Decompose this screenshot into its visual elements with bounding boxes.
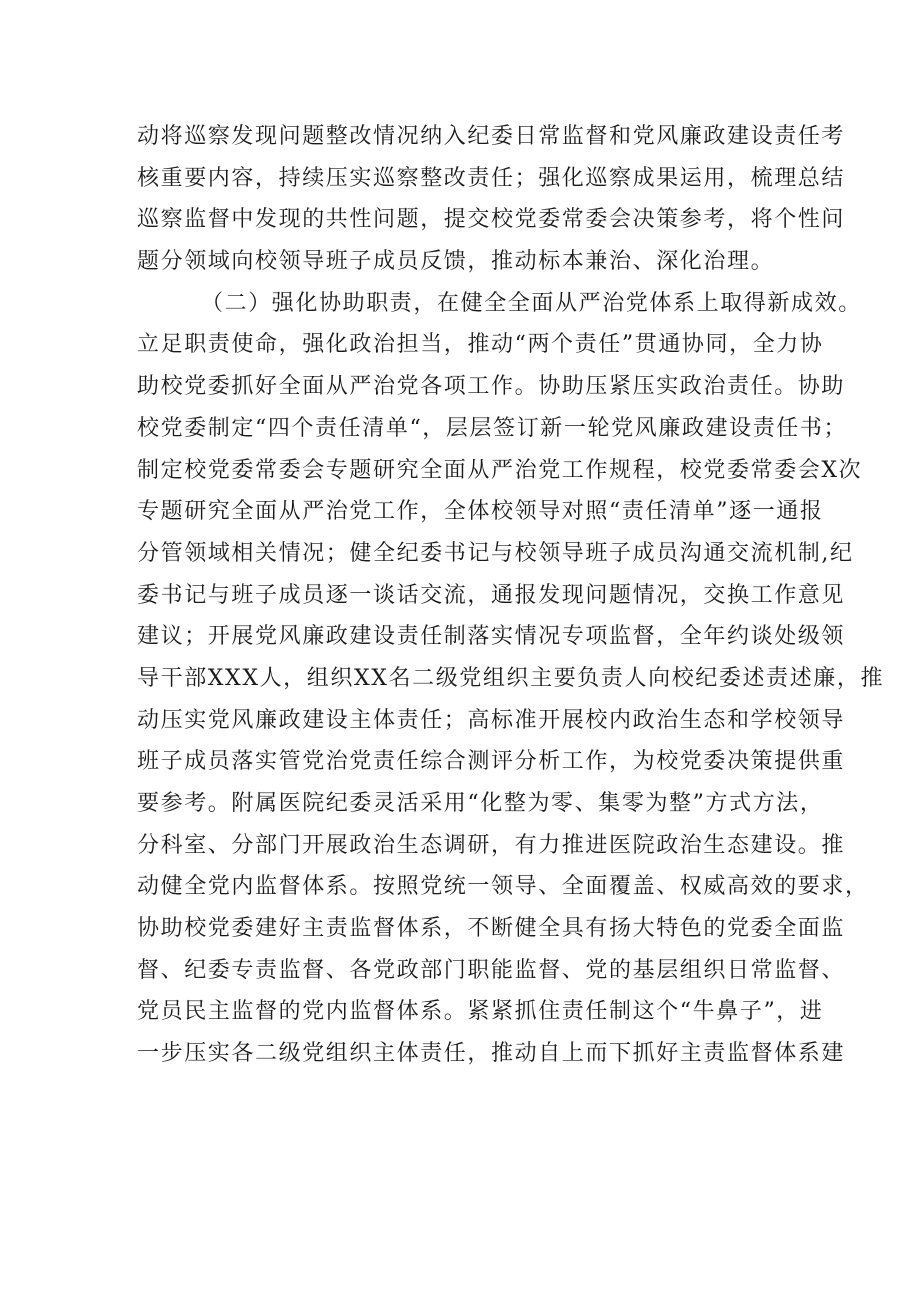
text-line: 分科室、分部门开展政治生态调研，有力推进医院政治生态建设。推 <box>137 832 846 858</box>
text-line: 协助校党委建好主责监督体系，不断健全具有扬大特色的党委全面监 <box>137 916 846 942</box>
text-line: 动健全党内监督体系。按照党统一领导、全面覆盖、权威高效的要求， <box>137 874 869 900</box>
section-heading-line: （二）强化协助职责，在健全全面从严治党体系上取得新成效。 <box>201 290 862 316</box>
text-line: 助校党委抓好全面从严治党各项工作。协助压紧压实政治责任。协助 <box>137 374 846 400</box>
body-text <box>137 116 885 1075</box>
text-line: 专题研究全面从严治党工作，全体校领导对照“责任清单”逐一通报 <box>137 499 824 525</box>
text-line: 动将巡察发现问题整改情况纳入纪委日常监督和党风廉政建设责任考 <box>137 124 846 149</box>
text-line: 导干部XXX人，组织XX名二级党组织主要负责人向校纪委述责述廉，推 <box>137 665 885 691</box>
text-line: 党员民主监督的党内监督体系。紧紧抓住责任制这个“牛鼻子”，进 <box>137 999 824 1025</box>
text-line: 校党委制定“四个责任清单“，层层签订新一轮党风廉政建设责任书； <box>137 415 848 441</box>
text-line: 核重要内容，持续压实巡察整改责任；强化巡察成果运用，梳理总结 <box>137 165 846 191</box>
text-line: 分管领域相关情况；健全纪委书记与校领导班子成员沟通交流机制,纪 <box>137 540 854 566</box>
text-line: 题分领域向校领导班子成员反馈，推动标本兼治、深化治理。 <box>137 249 775 275</box>
text-line: 建议；开展党风廉政建设责任制落实情况专项监督，全年约谈处级领 <box>137 624 846 650</box>
text-line: 立足职责使命，强化政治担当，推动“两个责任”贯通协同，全力协 <box>137 332 824 358</box>
text-line: 班子成员落实管党治党责任综合测评分析工作，为校党委决策提供重 <box>137 749 846 775</box>
text-line: 委书记与班子成员逐一谈话交流，通报发现问题情况，交换工作意见 <box>137 582 846 608</box>
text-line: 一步压实各二级党组织主体责任，推动自上而下抓好主责监督体系建 <box>137 1041 846 1067</box>
text-line: 督、纪委专责监督、各党政部门职能监督、党的基层组织日常监督、 <box>137 957 846 983</box>
text-line: 巡察监督中发现的共性问题，提交校党委常委会决策参考，将个性问 <box>137 207 846 233</box>
text-line: 要参考。附属医院纪委灵活采用“化整为零、集零为整”方式方法， <box>137 791 824 816</box>
text-line: 动压实党风廉政建设主体责任；高标准开展校内政治生态和学校领导 <box>137 707 846 733</box>
text-line: 制定校党委常委会专题研究全面从严治党工作规程，校党委常委会X次 <box>137 457 863 483</box>
